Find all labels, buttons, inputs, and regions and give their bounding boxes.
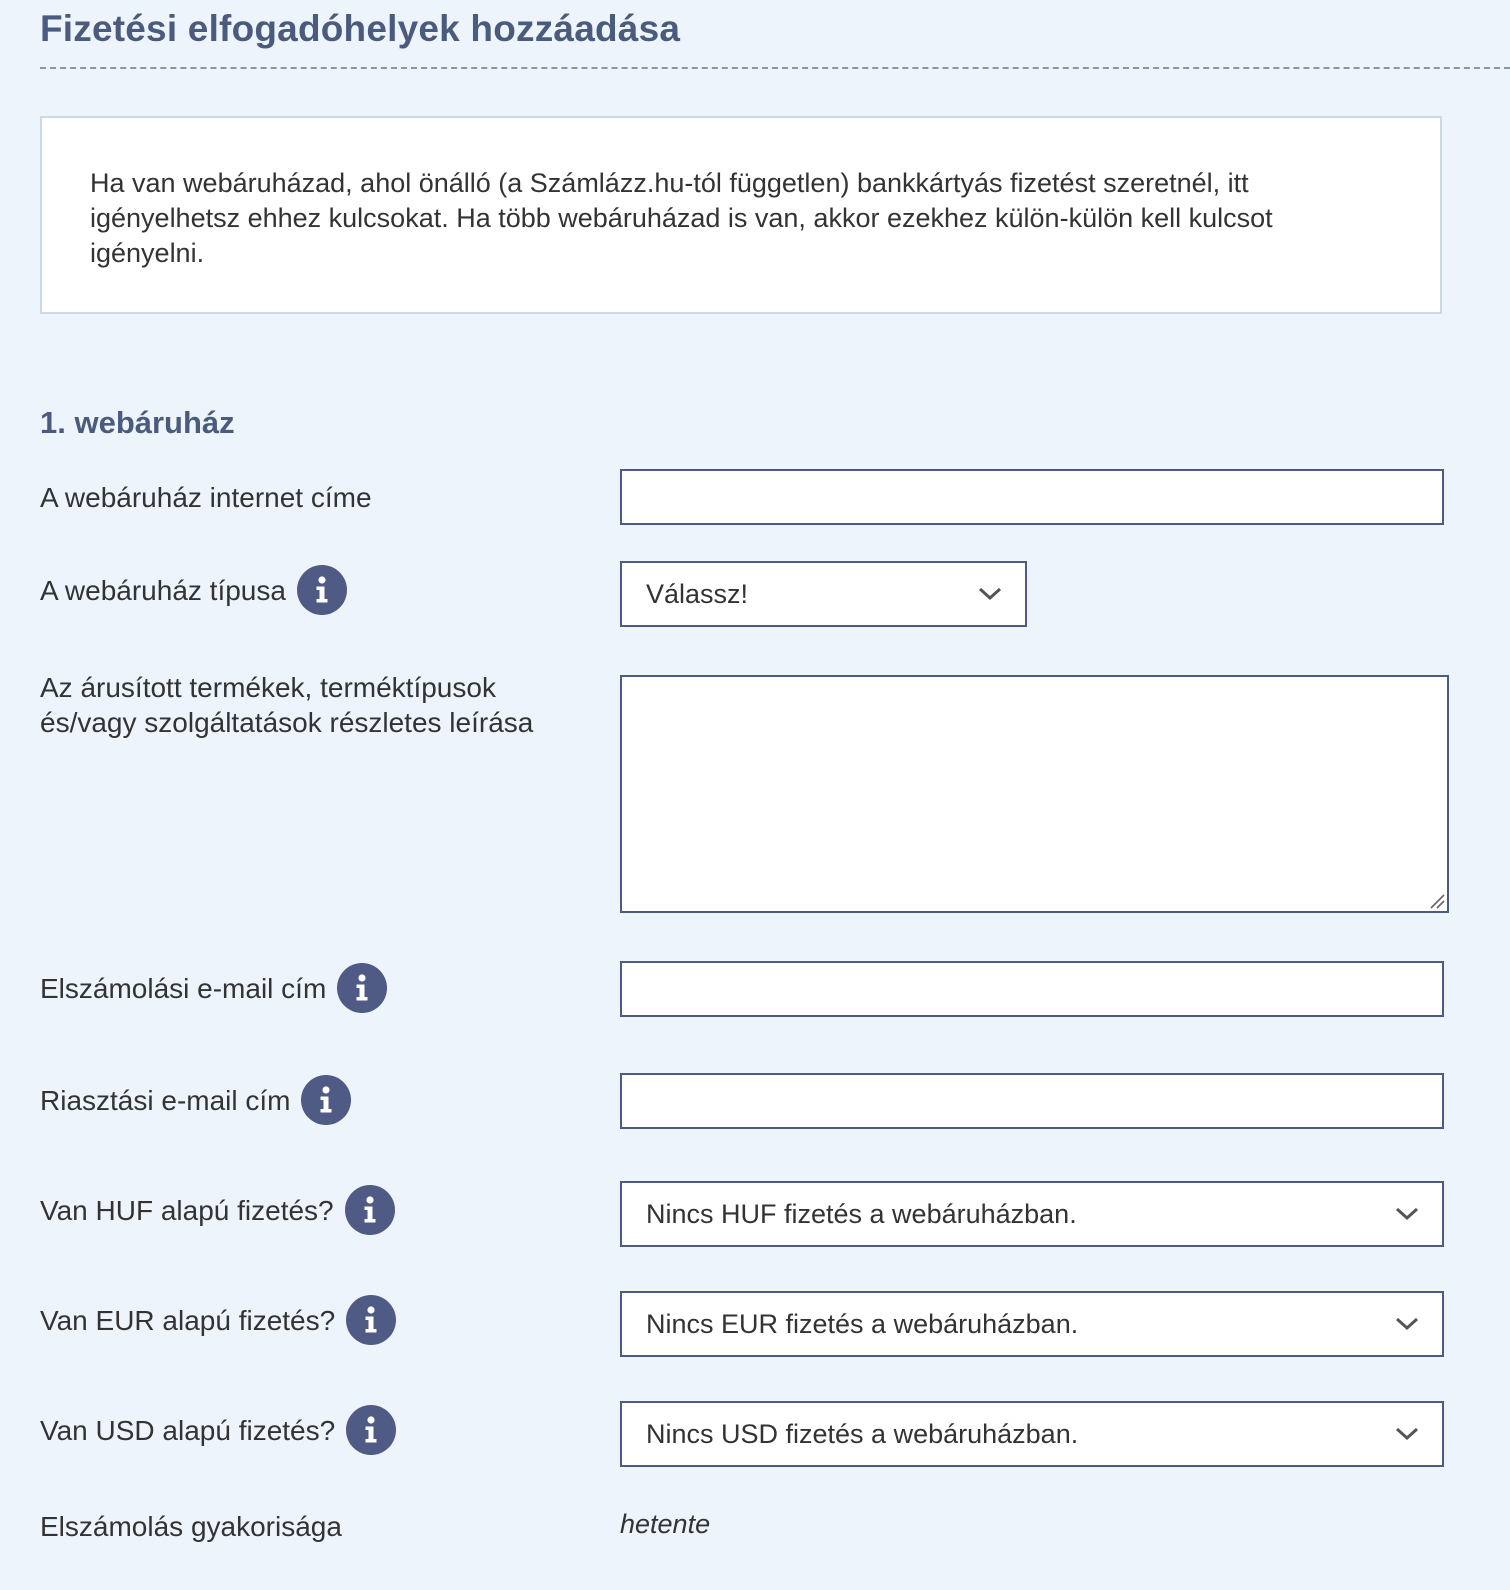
- type-label: [40, 565, 347, 615]
- eur-label-text: Van EUR alapú fizetés?: [40, 1304, 336, 1336]
- resize-grip-icon[interactable]: [1427, 891, 1445, 909]
- alert-email-input[interactable]: [620, 1073, 1444, 1129]
- eur-label: [40, 1295, 396, 1345]
- info-text: Ha van webáruházad, ahol önálló (a Számlázz.hu-tól független) bankkártyás fizetést szeretnél, itt igényelhetsz ehhez kulcsokat. Ha több webáruházad is van, akkor ezekhez külön-külön kell kulcsot igényelni.: [90, 168, 1273, 268]
- description-label-line2: és/vagy szolgáltatások részletes leírása: [40, 707, 534, 738]
- info-box: [40, 116, 1442, 314]
- frequency-label: [40, 1509, 342, 1544]
- page-title: Fizetési elfogadóhelyek hozzáadása: [40, 8, 681, 49]
- chevron-down-icon: [1394, 1206, 1420, 1222]
- url-label-text: A webáruház internet címe: [40, 482, 372, 513]
- chevron-down-icon: [1394, 1426, 1420, 1442]
- huf-payment-select[interactable]: [620, 1181, 1444, 1247]
- section-title: 1. webáruház: [40, 405, 235, 440]
- description-textarea[interactable]: [620, 675, 1449, 913]
- description-label-line1: Az árusított termékek, terméktípusok: [40, 672, 496, 703]
- billing-email-label: [40, 963, 387, 1013]
- webshop-type-selected: Válassz!: [646, 578, 749, 609]
- eur-payment-selected: Nincs EUR fizetés a webáruházban.: [646, 1308, 1079, 1339]
- type-label-text: A webáruház típusa: [40, 574, 286, 606]
- usd-payment-select[interactable]: [620, 1401, 1444, 1467]
- usd-payment-selected: Nincs USD fizetés a webáruházban.: [646, 1418, 1079, 1449]
- info-icon[interactable]: [346, 1295, 396, 1345]
- title-divider: [40, 67, 1510, 69]
- huf-label-text: Van HUF alapú fizetés?: [40, 1194, 334, 1226]
- huf-label: [40, 1185, 395, 1235]
- frequency-value: hetente: [620, 1509, 711, 1539]
- description-label: [40, 670, 533, 740]
- frequency-label-text: Elszámolás gyakorisága: [40, 1511, 342, 1542]
- chevron-down-icon: [977, 586, 1003, 602]
- billing-email-input[interactable]: [620, 961, 1444, 1017]
- webshop-type-select[interactable]: [620, 561, 1027, 627]
- url-label: [40, 480, 372, 515]
- alert-email-label-text: Riasztási e-mail cím: [40, 1084, 291, 1116]
- eur-payment-select[interactable]: [620, 1291, 1444, 1357]
- billing-email-label-text: Elszámolási e-mail cím: [40, 972, 327, 1004]
- alert-email-label: [40, 1075, 351, 1125]
- usd-label-text: Van USD alapú fizetés?: [40, 1414, 336, 1446]
- huf-payment-selected: Nincs HUF fizetés a webáruházban.: [646, 1198, 1077, 1229]
- usd-label: [40, 1405, 396, 1455]
- webshop-url-input[interactable]: [620, 469, 1444, 525]
- info-icon[interactable]: [346, 1405, 396, 1455]
- info-icon[interactable]: [301, 1075, 351, 1125]
- chevron-down-icon: [1394, 1316, 1420, 1332]
- info-icon[interactable]: [337, 963, 387, 1013]
- info-icon[interactable]: [345, 1185, 395, 1235]
- info-icon[interactable]: [297, 565, 347, 615]
